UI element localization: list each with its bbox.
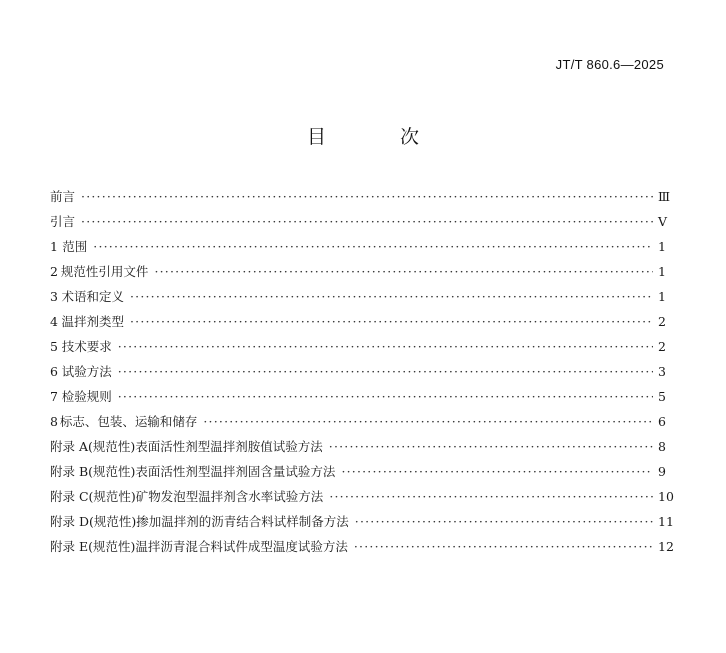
toc-leader-dots — [341, 459, 653, 484]
toc-entry-title: 术语和定义 — [61, 289, 124, 304]
toc-entry-title: 引言 — [50, 214, 76, 229]
toc-entry-page: 11 — [658, 514, 674, 529]
toc-entry[interactable] — [50, 259, 666, 284]
toc-leader-dots — [130, 309, 653, 334]
toc-entry-page: 10 — [658, 489, 674, 504]
toc-entry[interactable] — [50, 459, 666, 484]
toc-entry-number: 1 — [50, 239, 58, 254]
page-title: 目 次 — [306, 126, 454, 148]
toc-entry-title: 表面活性剂型温拌剂胺值试验方法 — [135, 439, 323, 454]
toc-entry-title: 标志、包装、运输和储存 — [59, 414, 198, 429]
toc-entry-title: 检验规则 — [61, 389, 112, 404]
toc-entry-page: 1 — [658, 289, 666, 304]
toc-leader-dots — [154, 259, 653, 284]
toc-entry[interactable] — [50, 359, 666, 384]
toc-entry-title: 掺加温拌剂的沥青结合料试样制备方法 — [136, 514, 349, 529]
toc-entry[interactable] — [50, 409, 666, 434]
toc-entry-title: 范围 — [62, 239, 88, 254]
toc-entry-annex-label: 附录 D(规范性) — [50, 514, 137, 529]
toc-entry-number: 8 — [50, 414, 58, 429]
toc-entry[interactable] — [50, 284, 666, 309]
toc-entry-annex-label: 附录 E(规范性) — [50, 539, 136, 554]
toc-entry-title: 技术要求 — [61, 339, 112, 354]
toc-entry-page: 1 — [658, 264, 666, 279]
toc-entry-title: 表面活性剂型温拌剂固含量试验方法 — [135, 464, 336, 479]
toc-leader-dots — [203, 409, 653, 434]
toc-leader-dots — [355, 509, 653, 534]
toc-entry[interactable] — [50, 484, 674, 509]
toc-entry-page: Ⅲ — [658, 189, 671, 204]
toc-entry[interactable] — [50, 309, 666, 334]
toc-entry-title: 温拌沥青混合料试件成型温度试验方法 — [135, 539, 348, 554]
toc-entry-annex-label: 附录 B(规范性) — [50, 464, 136, 479]
toc-leader-dots — [81, 184, 653, 209]
toc-entry-page: 9 — [658, 464, 666, 479]
toc-entry-page: 5 — [658, 389, 666, 404]
toc-leader-dots — [354, 534, 653, 559]
toc-entry-page: 3 — [658, 364, 666, 379]
toc-entry-title: 试验方法 — [61, 364, 112, 379]
toc-entry[interactable] — [50, 534, 674, 559]
toc-leader-dots — [118, 334, 653, 359]
toc-entry[interactable] — [50, 384, 666, 409]
toc-entry-page: 8 — [658, 439, 666, 454]
toc-leader-dots — [329, 434, 653, 459]
toc-entry-page: 2 — [658, 339, 666, 354]
toc-entry-page: 12 — [658, 539, 674, 554]
toc-entry-number: 4 — [50, 314, 58, 329]
toc-entry[interactable] — [50, 234, 666, 259]
toc-entry-number: 7 — [50, 389, 58, 404]
toc-entry[interactable] — [50, 334, 666, 359]
toc-leader-dots — [81, 209, 653, 234]
toc-leader-dots — [329, 484, 653, 509]
toc-entry[interactable] — [50, 184, 671, 209]
toc-entry-title: 矿物发泡型温拌剂含水率试验方法 — [135, 489, 324, 504]
toc-entry[interactable] — [50, 209, 666, 234]
toc-entry-page: 2 — [658, 314, 666, 329]
toc-entry[interactable] — [50, 509, 674, 534]
toc-entry-number: 6 — [50, 364, 58, 379]
toc-entry-page: Ⅴ — [658, 214, 668, 229]
toc-entry-number: 2 — [50, 264, 58, 279]
toc-leader-dots — [118, 359, 653, 384]
toc-entry-number: 3 — [50, 289, 58, 304]
toc-entry-annex-label: 附录 A(规范性) — [50, 439, 136, 454]
toc-entry[interactable] — [50, 434, 666, 459]
toc-leader-dots — [93, 234, 653, 259]
toc-entry-title: 前言 — [50, 189, 76, 204]
toc-entry-annex-label: 附录 C(规范性) — [50, 489, 136, 504]
table-of-contents — [50, 184, 674, 559]
toc-leader-dots — [118, 384, 653, 409]
toc-leader-dots — [130, 284, 653, 309]
toc-entry-title: 规范性引用文件 — [60, 264, 149, 279]
toc-entry-page: 1 — [658, 239, 666, 254]
document-code: JT/T 860.6—2025 — [555, 57, 664, 72]
toc-entry-title: 温拌剂类型 — [61, 314, 124, 329]
toc-entry-number: 5 — [50, 339, 58, 354]
toc-entry-page: 6 — [658, 414, 666, 429]
